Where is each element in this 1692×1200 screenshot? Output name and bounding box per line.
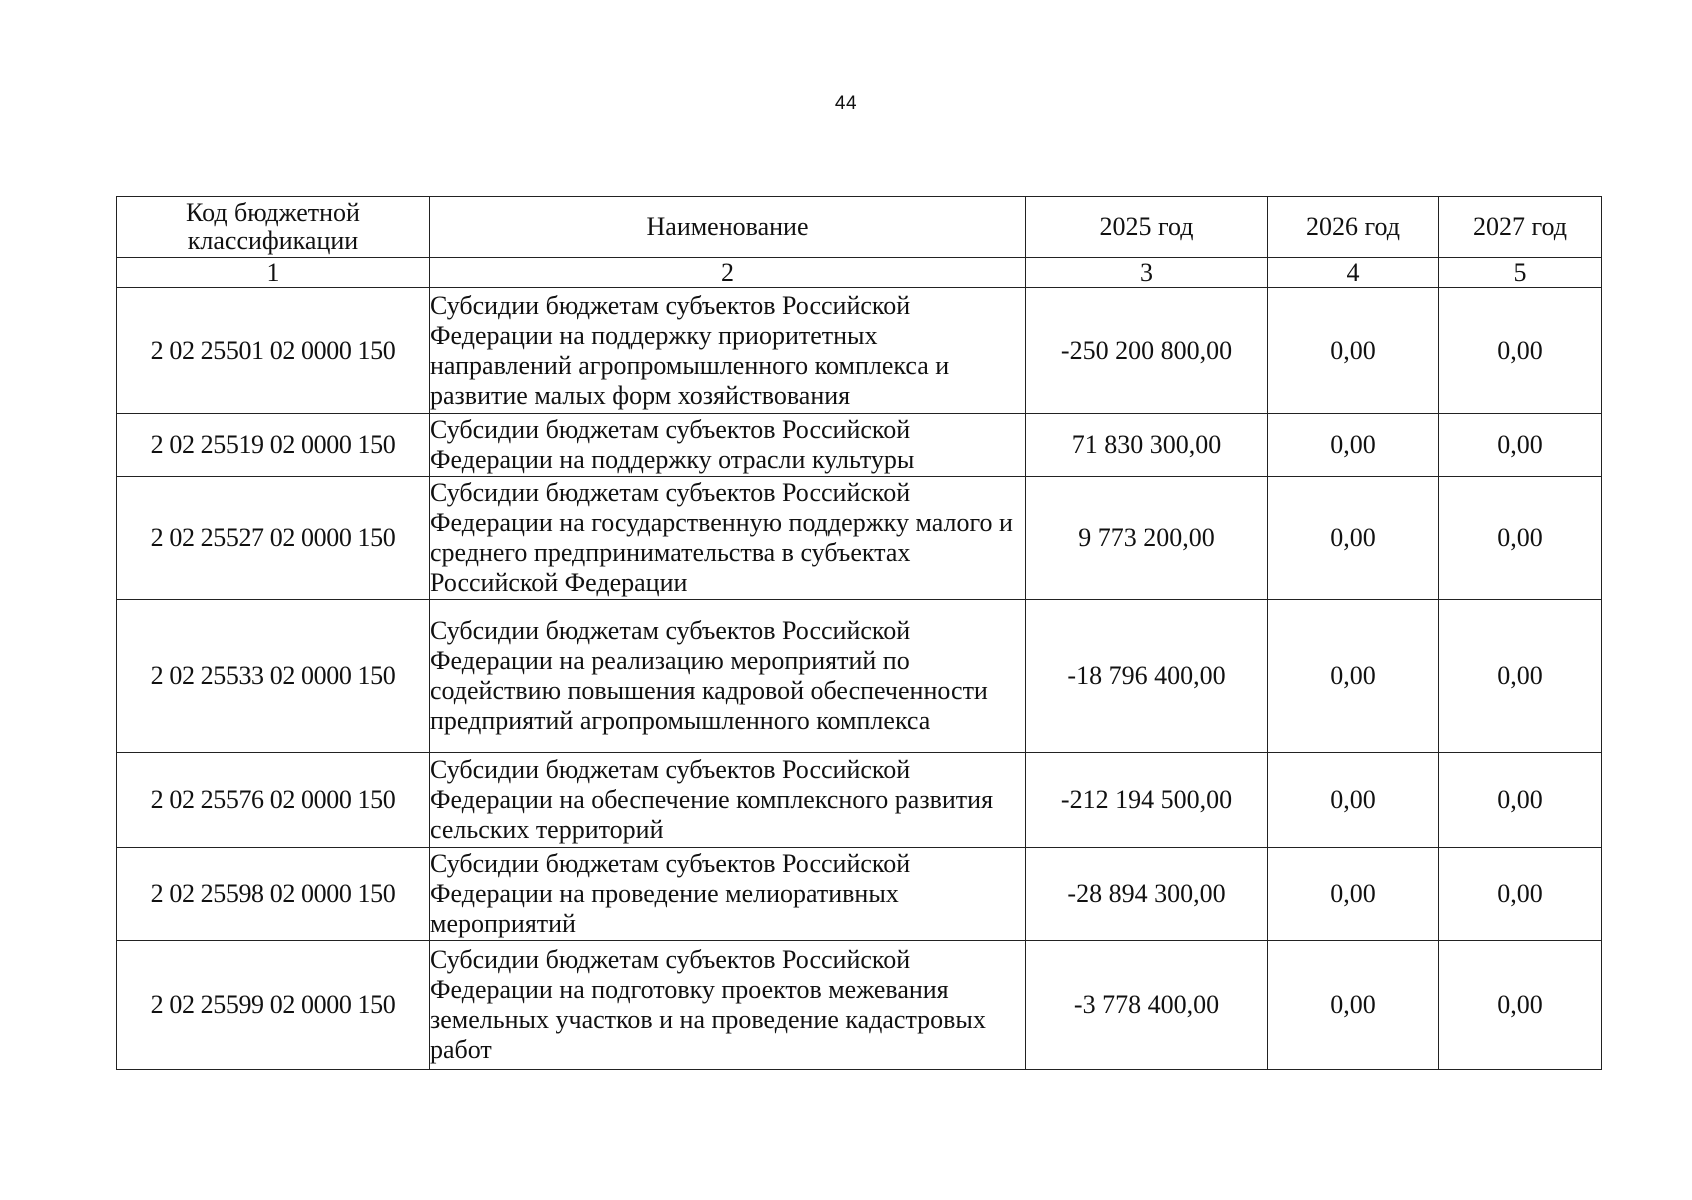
column-number: 2	[430, 258, 1026, 288]
row-value-2025: -212 194 500,00	[1026, 753, 1268, 848]
row-value-2027: 0,00	[1439, 753, 1602, 848]
row-value-2027: 0,00	[1439, 477, 1602, 600]
row-value-2025: 71 830 300,00	[1026, 414, 1268, 477]
row-code: 2 02 25598 02 0000 150	[117, 848, 430, 941]
row-name: Субсидии бюджетам субъектов Российской Федерации на поддержку отрасли культуры	[430, 414, 1026, 477]
table-row	[117, 600, 1602, 753]
table-row	[117, 941, 1602, 1070]
row-code: 2 02 25519 02 0000 150	[117, 414, 430, 477]
column-number-row	[117, 258, 1602, 288]
row-name: Субсидии бюджетам субъектов Российской Федерации на обеспечение комплексного развития сельских территорий	[430, 753, 1026, 848]
row-value-2025: -28 894 300,00	[1026, 848, 1268, 941]
header-year-2027: 2027 год	[1439, 197, 1602, 258]
row-value-2025: -18 796 400,00	[1026, 600, 1268, 753]
row-value-2026: 0,00	[1268, 753, 1439, 848]
row-value-2027: 0,00	[1439, 414, 1602, 477]
row-value-2026: 0,00	[1268, 288, 1439, 414]
row-value-2027: 0,00	[1439, 941, 1602, 1070]
table-row	[117, 477, 1602, 600]
row-code: 2 02 25533 02 0000 150	[117, 600, 430, 753]
row-value-2026: 0,00	[1268, 600, 1439, 753]
page-number: 44	[834, 93, 858, 114]
budget-table	[116, 196, 1602, 1070]
row-value-2025: -3 778 400,00	[1026, 941, 1268, 1070]
row-value-2026: 0,00	[1268, 414, 1439, 477]
row-name: Субсидии бюджетам субъектов Российской Федерации на проведение мелиоративных мероприятий	[430, 848, 1026, 941]
header-name: Наименование	[430, 197, 1026, 258]
row-value-2027: 0,00	[1439, 600, 1602, 753]
row-name: Субсидии бюджетам субъектов Российской Федерации на поддержку приоритетных направлений агропромышленного комплекса и развитие малых форм хозяйствования	[430, 288, 1026, 414]
table-row	[117, 848, 1602, 941]
row-value-2025: -250 200 800,00	[1026, 288, 1268, 414]
row-name: Субсидии бюджетам субъектов Российской Федерации на подготовку проектов межевания земельных участков и на проведение кадастровых работ	[430, 941, 1026, 1070]
header-year-2025: 2025 год	[1026, 197, 1268, 258]
table-row	[117, 414, 1602, 477]
table-header-row	[117, 197, 1602, 258]
row-code: 2 02 25576 02 0000 150	[117, 753, 430, 848]
column-number: 1	[117, 258, 430, 288]
row-value-2026: 0,00	[1268, 477, 1439, 600]
table-row	[117, 753, 1602, 848]
column-number: 5	[1439, 258, 1602, 288]
row-value-2026: 0,00	[1268, 941, 1439, 1070]
header-year-2026: 2026 год	[1268, 197, 1439, 258]
table-row	[117, 288, 1602, 414]
row-name: Субсидии бюджетам субъектов Российской Федерации на реализацию мероприятий по содействию повышения кадровой обеспеченности предприятий агропромышленного комплекса	[430, 600, 1026, 753]
row-code: 2 02 25599 02 0000 150	[117, 941, 430, 1070]
column-number: 3	[1026, 258, 1268, 288]
row-value-2025: 9 773 200,00	[1026, 477, 1268, 600]
row-value-2027: 0,00	[1439, 848, 1602, 941]
row-code: 2 02 25527 02 0000 150	[117, 477, 430, 600]
header-code: Код бюджетной классификации	[117, 197, 430, 258]
row-value-2026: 0,00	[1268, 848, 1439, 941]
row-code: 2 02 25501 02 0000 150	[117, 288, 430, 414]
row-name: Субсидии бюджетам субъектов Российской Федерации на государственную поддержку малого и среднего предпринимательства в субъектах Российской Федерации	[430, 477, 1026, 600]
column-number: 4	[1268, 258, 1439, 288]
row-value-2027: 0,00	[1439, 288, 1602, 414]
